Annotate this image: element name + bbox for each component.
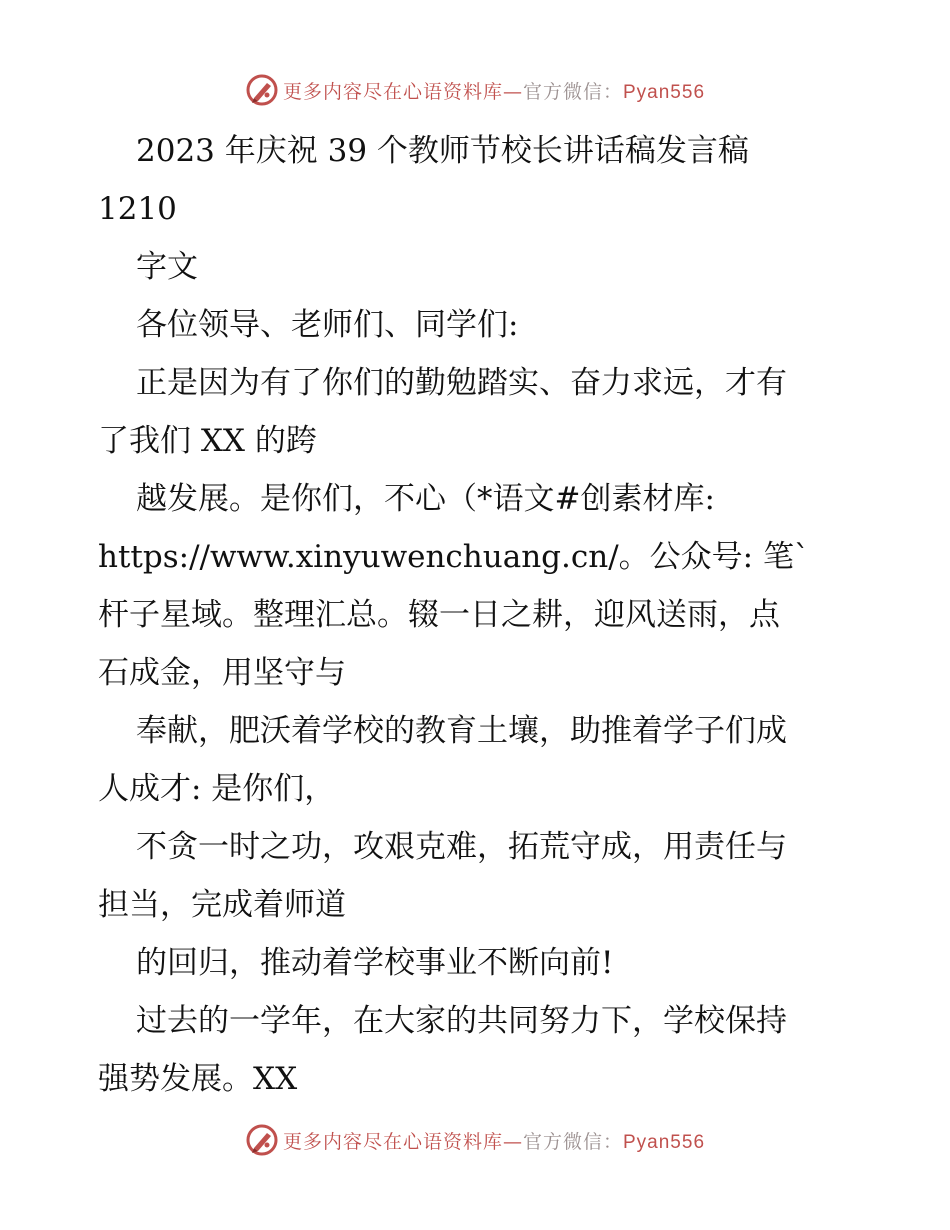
text-line: 了我们 XX 的跨 (98, 423, 317, 459)
text-line: 过去的一学年，在大家的共同努力下，学校保持 (136, 1003, 787, 1039)
text-line: 奉献，肥沃着学校的教育土壤，助推着学子们成 (136, 713, 787, 749)
banner-wechat-id: Pyan556 (623, 1131, 706, 1153)
text-line: 人成才: 是你们， (98, 771, 336, 807)
document-title-line-2: 1210 (98, 191, 177, 227)
salutation-line: 各位领导、老师们、同学们: (136, 307, 519, 343)
text-line: 正是因为有了你们的勤勉踏实、奋力求远，才有 (136, 365, 787, 401)
text-line: 杆子星域。整理汇总。辍一日之耕，迎风送雨，点 (98, 597, 780, 633)
text-line: 的回归，推动着学校事业不断向前! (136, 945, 614, 981)
document-body (98, 122, 858, 1108)
pen-logo-icon (245, 73, 279, 107)
banner-wechat-label: 官方微信： (522, 1130, 623, 1153)
text-line: 字文 (136, 249, 198, 285)
text-line: https://www.xinyuwenchuang.cn/。公众号: 笔` (98, 539, 810, 575)
document-title-line-1: 2023 年庆祝 39 个教师节校长讲话稿发言稿 (136, 133, 749, 169)
text-line: 担当，完成着师道 (98, 887, 346, 923)
text-line: 石成金，用坚守与 (98, 655, 346, 691)
header-banner (0, 70, 950, 110)
banner-wechat-id: Pyan556 (623, 81, 706, 103)
text-line: 不贪一时之功，攻艰克难，拓荒守成，用责任与 (136, 829, 787, 865)
banner-site-text: 更多内容尽在心语资料库— (282, 1130, 523, 1153)
banner-wechat-label: 官方微信： (522, 80, 623, 103)
text-line: 越发展。是你们，不心（*语文#创素材库: (136, 481, 715, 517)
pen-logo-icon (245, 1123, 279, 1157)
footer-banner (0, 1120, 950, 1160)
text-line: 强势发展。XX (98, 1061, 298, 1097)
banner-site-text: 更多内容尽在心语资料库— (282, 80, 523, 103)
